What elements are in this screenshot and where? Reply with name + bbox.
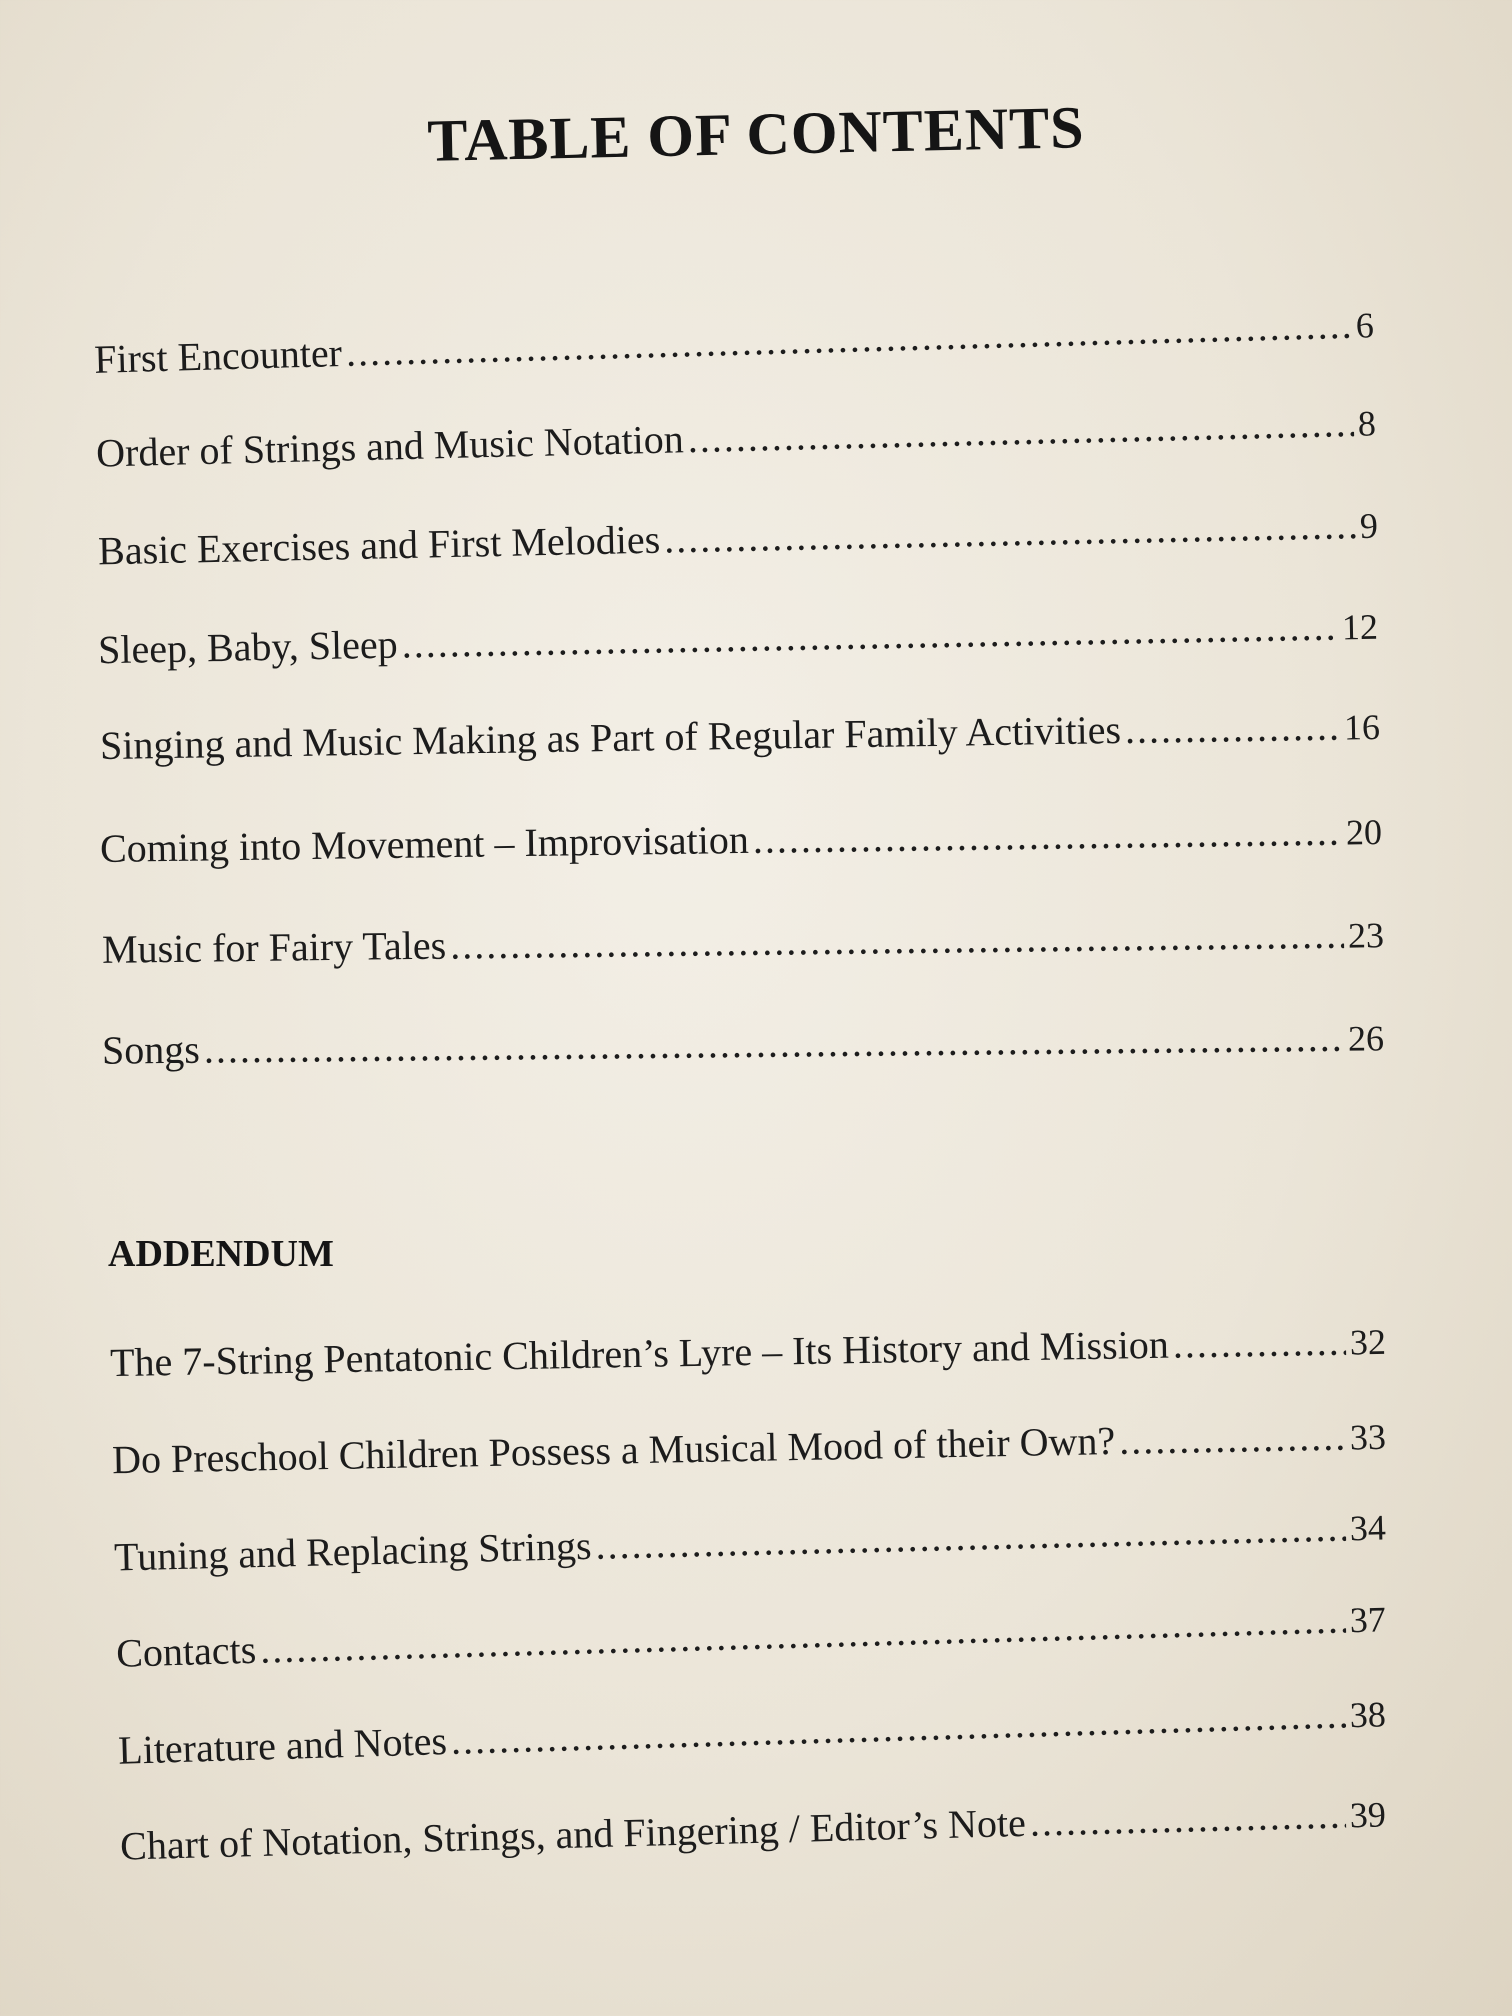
toc-entry bbox=[100, 807, 1383, 873]
addendum-heading: ADDENDUM bbox=[108, 1233, 334, 1275]
toc-entry-page: 33 bbox=[1349, 1416, 1387, 1458]
dot-leader bbox=[450, 1690, 1346, 1765]
toc-entry-page: 6 bbox=[1355, 305, 1375, 346]
toc-entry bbox=[100, 702, 1381, 770]
toc-entry-page: 38 bbox=[1349, 1694, 1387, 1736]
toc-entry-page: 23 bbox=[1347, 915, 1385, 956]
toc-entry-page: 37 bbox=[1349, 1599, 1387, 1641]
dot-leader bbox=[345, 301, 1352, 377]
dot-leader bbox=[595, 1503, 1347, 1569]
dot-leader bbox=[664, 501, 1357, 563]
dot-leader bbox=[687, 399, 1354, 463]
toc-entry bbox=[94, 300, 1375, 384]
dot-leader bbox=[1119, 1413, 1347, 1465]
toc-entry bbox=[112, 1412, 1387, 1484]
toc-entry-page: 32 bbox=[1349, 1321, 1387, 1363]
toc-entry-label: Songs bbox=[101, 1026, 201, 1073]
toc-entry bbox=[102, 910, 1384, 974]
page-title: TABLE OF CONTENTS bbox=[426, 94, 1086, 174]
dot-leader bbox=[401, 602, 1338, 668]
dot-leader bbox=[450, 911, 1344, 970]
toc-entry-page: 8 bbox=[1357, 403, 1377, 444]
toc-entry-label: Coming into Movement – Improvisation bbox=[99, 816, 750, 871]
toc-entry bbox=[98, 602, 1379, 675]
dot-leader bbox=[1172, 1318, 1346, 1369]
dot-leader bbox=[260, 1595, 1347, 1673]
toc-entry-label: Tuning and Replacing Strings bbox=[113, 1522, 593, 1580]
toc-entry-label: Literature and Notes bbox=[117, 1718, 448, 1773]
toc-entry-label: The 7-String Pentatonic Children’s Lyre – Its History and Mission bbox=[109, 1321, 1170, 1386]
toc-entry bbox=[98, 501, 1379, 576]
toc-entry bbox=[96, 398, 1377, 477]
toc-entry-page: 16 bbox=[1343, 706, 1381, 748]
toc-entry-label: Sleep, Baby, Sleep bbox=[97, 621, 399, 673]
toc-entry-page: 39 bbox=[1349, 1794, 1387, 1836]
toc-entry bbox=[120, 1789, 1387, 1870]
toc-entry-label: Contacts bbox=[115, 1626, 257, 1676]
dot-leader bbox=[1125, 703, 1341, 754]
toc-entry bbox=[102, 1013, 1384, 1074]
dot-leader bbox=[753, 808, 1343, 864]
toc-entry bbox=[114, 1502, 1387, 1581]
toc-entry-page: 20 bbox=[1345, 812, 1383, 853]
toc-entry-label: Do Preschool Children Possess a Musical Mood of their Own? bbox=[111, 1417, 1116, 1483]
toc-entry-label: First Encounter bbox=[93, 329, 343, 382]
toc-entry bbox=[116, 1594, 1387, 1677]
toc-entry-page: 9 bbox=[1359, 505, 1379, 546]
toc-entry-label: Music for Fairy Tales bbox=[101, 922, 447, 972]
toc-entry bbox=[110, 1317, 1387, 1387]
toc-entry-label: Order of Strings and Music Notation bbox=[95, 416, 685, 476]
toc-entry-page: 12 bbox=[1341, 606, 1379, 648]
toc-entry-label: Chart of Notation, Strings, and Fingering / Editor’s Note bbox=[119, 1799, 1027, 1869]
toc-entry-page: 34 bbox=[1349, 1507, 1387, 1549]
toc-entry-page: 26 bbox=[1347, 1018, 1385, 1059]
dot-leader bbox=[204, 1014, 1345, 1074]
toc-entry bbox=[118, 1689, 1387, 1775]
toc-entry-label: Singing and Music Making as Part of Regular Family Activities bbox=[99, 707, 1122, 769]
toc-entry-label: Basic Exercises and First Melodies bbox=[97, 516, 661, 574]
dot-leader bbox=[1029, 1790, 1346, 1846]
